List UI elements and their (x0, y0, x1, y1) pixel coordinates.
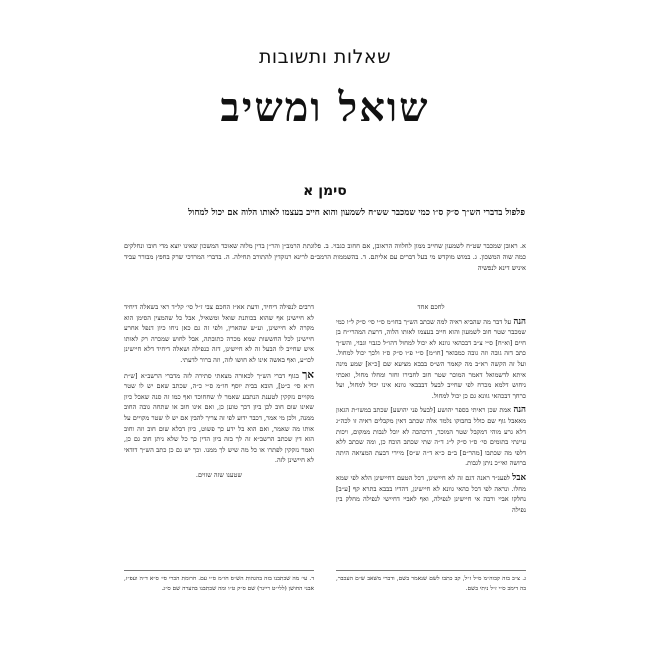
text-column-right (336, 302, 526, 519)
paragraph (336, 473, 526, 515)
book-title: שואל ומשיב (220, 84, 430, 131)
paragraph-lead-word: הנה (513, 316, 526, 327)
addressee-line: לחכם אחד (417, 303, 445, 311)
paragraph (336, 405, 526, 469)
footnote-divider (336, 570, 526, 571)
paragraph-text: על דבר מה שהביא ראיה למה שכתב הש״ך בחו״מ ס״י סי׳ ס״ק ל״ו כמי שמכבר שטר חוב לשמעון והוא חייב בעצמו לאותו הלוה, דרעת המהרי״ח בן חיים [וא״ח] ס״י צ״ב דבכהאי גוונא לא יכול למחול דהו״ל כגבוי וגבוי, והש״ך כתב דזה גובה וזה גובה כמבואר [חו״מ] ס״י פ״ו ס״ק ס״ז ולכך יכול למחול. ועל זה הקשה רא״ב מה קאמר הש״ס בבבא מציעא שם [כ״א] שמע מינה איתא לדשמואל דאמר המוכר שטר חוב לחבירו וחזר ומחלו מחול, ואכתי ניחוש דלמא מכרח לפי שחייב לבעל דבבבאי גוונא אינו יכול למחול, ועל כרחך דבכהאי גוונא גם כן יכול למחול. (336, 317, 526, 400)
paragraph (124, 370, 314, 466)
footnote-left: ד. עי׳ מה שכתבנו בזה בהגהות הש״ס חו״מ ס״י עם. חרומת הכרי סי׳ ס״א ד״ה ועפ״ז, אבני החושן (ללי״ט ריינר) שם ס״ק ט״ו ומה שכתבנו בהערה שם ס״ג. (124, 576, 314, 592)
paragraph (336, 317, 526, 402)
text-column-left (124, 302, 314, 485)
chapter-topic: פלפול בדברי הש״ך ס״ק ס״ו כמי שמכבר שש״ח לשמעון והוא חייב בעצמו לאותו הלוה אם יכול למחול (188, 208, 525, 218)
footnote-right: ג. צ״ב בזה קבוה״מ ס״ל ז״ל, קב כתבו לשם שנאמר בשם, ודברי משאב ש״ם העכבר, בה דימכ ס״י ז״ל ניתי בשם. (336, 576, 526, 592)
chapter-summary (124, 241, 526, 275)
chapter-heading: סימן א (303, 183, 347, 199)
paragraph-lead-word: הנה (513, 405, 526, 416)
closing-line: שטענו שזה שזוים. (195, 470, 243, 479)
paragraph-text: בגוף דברי הש״ך לכאורה מצאתי סתירה לזה מדברי הרשב״א [ש״ת ח״א סי׳ כ״ט], הובא בבית יוסף חו״מ ס״י כ״ה, שכתב שאם יש לו שטר מקויים נזקקין לטענת הנתבע שאמר לו שחחוכד ואף כמו זה סנה שאכל כיון שאינו שום חוב לכן ביון דכך טוען כן, ואם אינו חוב או שתחה גובה החוב ממנה, ולכן מי אמר, דכבר ידוע לפי זה צריך להבין אם יש לו שטר מקויים על אותו מה שאמר, ואם הוא בל ידע כך פשוט, כיון דבלא שום חוב וזה וחוב הוא דין שכתב הרשב״א זה לך בזה ביון הדין כך כל שלא ניתן חוב גם כן, ואמר נזקקין לפתרו או כל מה שיש לך ממנו. וכך יש גם כן כתב הש״ך דודאי לא חיישינן לזה. (124, 371, 314, 465)
paragraph-text: לפענ״ד ראנה דגם זה לא חיישינן, דכל הטעם דחיישינן הלא לפי שמא מחלו. ונראה לפי דכל כהאי גוונא לא חיישינן, דהדיו בבבא בתרא קף [ע״ב] נחלקו אביי ורבה אי חיישינן לנפילה, ואף לאביי דחיישי לנפילה מחלק בין נפילה (336, 473, 526, 514)
paragraph-lead-word: אבל (512, 472, 526, 483)
paragraph-lead-word: אך (302, 368, 314, 381)
book-subtitle: שאלות ותשובות (258, 46, 392, 68)
paragraph-text: דרבים לנפילה דיחיד, ודעת אא״ז החכם צבי ז״ל סי׳ קל״ד ראי בשאלה דיחיד לא חיישינן אף שהוא בכותנת שואל ומשאיל, אבל כל שהמצין הסימן הוא מקרה לא חיישינן, וע״ש שהארין, ולפי זה גם כאן ניחו כיון דנפל אחרע חיישינן לכל החששות שמא מכרה כתובתה, אבל לחוש שמכרה רק לאותו איש שחייב לו הבעל זה לא חיישינן, דזה כנפילה ושאלה דיחיד דלא חיישינן לכו״ע, ואף באשה אינו לא חושו לזה, וזה ברור לדעתי. (124, 303, 314, 364)
summary-text: א. ראובן שמכבר שט״ח לשמעון שחייב ממון לחלווה הראובן, אם חחוב כגבוי. ב. פלוגתת הרמב״ן והר״ן בדין מלוה שאוכד המשכון שאינו יוצא מדי חובו ונחלקים כמה שוה המשכון. ג. במוש מוקדש מי בעל דברים עם אליתם. ד. בהשממות הרמב״ם לרינא רנזקדין להתורב תחילה. ה. בדברי המרדכי שרק בחפץ מבורר עביד איניש דינא לנפשיה (124, 242, 526, 273)
paragraph-text: אמת שכן ראיתי בספר יהושע [לבעל פני יהושע] שכתב במשו״ת הגאון מאאבל גוף שם כולל בחבוקו נלמד אלה שכתב דאין מקבלים ראיה זו לכה״ג דלא גרע מוהי דמקבל שטר המוכר, דרכהכה לא יוכל לנבות ממקום, ויכות עיינתי בתומים סי׳ ס״ו ס״ק ל״ג ד״ה שתי שכתב הוכח כן, ומה שכתב ללא דלפי מה שכתבו [מהר״ם] ב״ם כ״א ד״ה ש״ס] מיירי דבעת המציאה היתה ברושה ואי״כ ניתן לגבות. (336, 406, 526, 468)
footnote-divider (124, 570, 314, 571)
